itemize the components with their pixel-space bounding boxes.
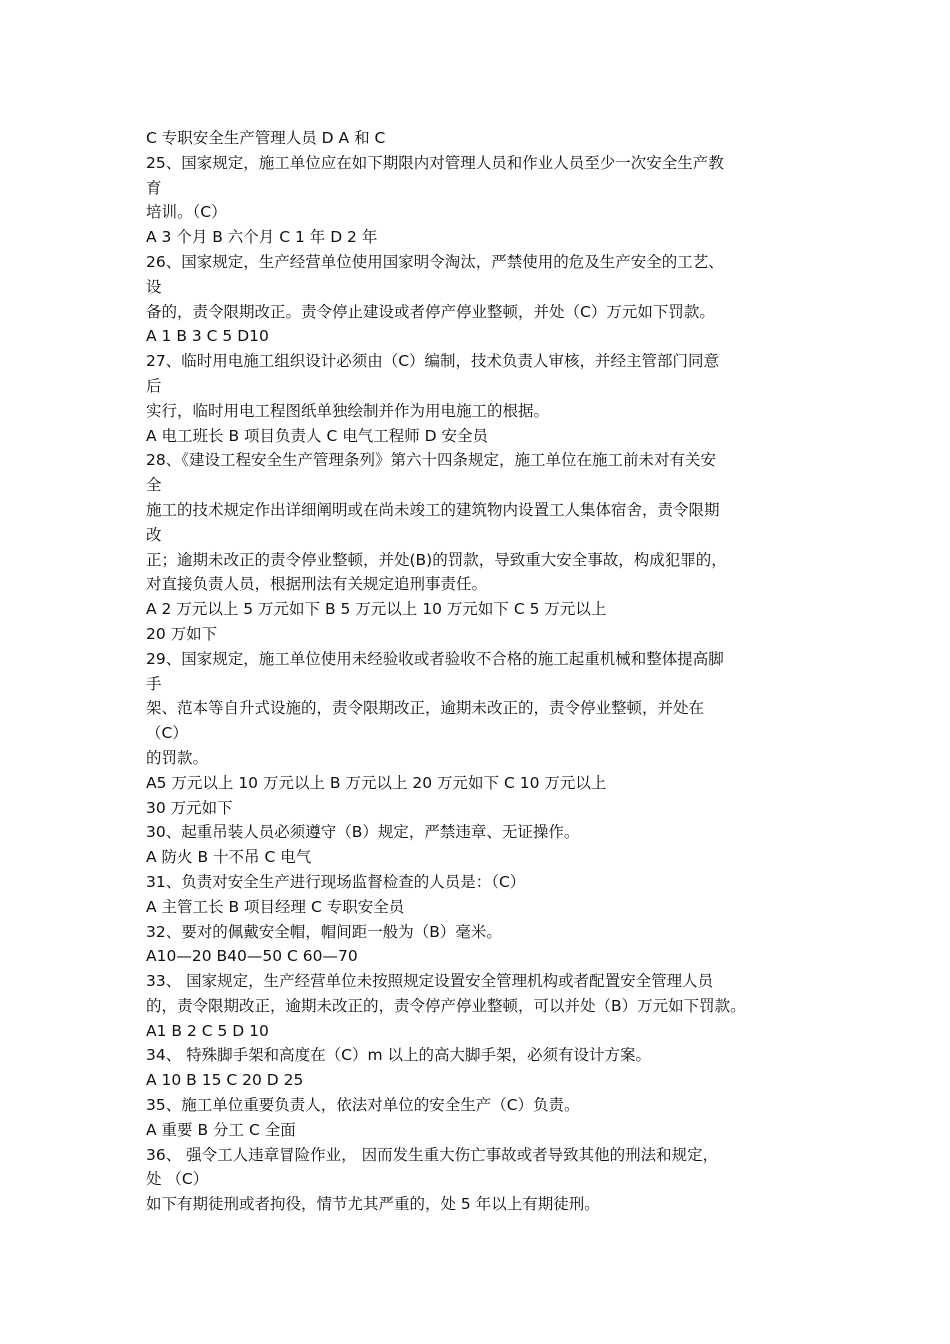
text-line: 全 — [146, 476, 162, 495]
text-line: （C） — [146, 724, 188, 743]
text-line: 培训。（C） — [146, 203, 227, 222]
text-line: 33、 国家规定，生产经营单位未按照规定设置安全管理机构或者配置安全管理人员 — [146, 972, 714, 991]
text-line: 如下有期徒刑或者拘役，情节尤其严重的，处 5 年以上有期徒刑。 — [146, 1195, 600, 1214]
text-line: 手 — [146, 674, 162, 693]
text-line: 26、国家规定，生产经营单位使用国家明令淘汰，严禁使用的危及生产安全的工艺、 — [146, 252, 724, 271]
text-line: A 10 B 15 C 20 D 25 — [146, 1071, 304, 1090]
text-line: C 专职安全生产管理人员 D A 和 C — [146, 129, 386, 147]
text-line: 28、《建设工程安全生产管理条列》第六十四条规定，施工单位在施工前未对有关安 — [146, 451, 716, 470]
text-line: 的罚款。 — [146, 748, 209, 767]
text-line: A 重要 B 分工 C 全面 — [146, 1120, 296, 1139]
text-line: 25、国家规定，施工单位应在如下期限内对管理人员和作业人员至少一次安全生产教 — [146, 153, 724, 172]
text-line: 29、国家规定，施工单位使用未经验收或者验收不合格的施工起重机械和整体提高脚 — [146, 649, 724, 668]
text-line: A 1 B 3 C 5 D10 — [146, 327, 269, 346]
text-line: A 2 万元以上 5 万元如下 B 5 万元以上 10 万元如下 C 5 万元以上 — [146, 600, 607, 619]
text-line: A1 B 2 C 5 D 10 — [146, 1021, 269, 1040]
text-line: 20 万如下 — [146, 624, 218, 643]
text-line: 35、施工单位重要负责人，依法对单位的安全生产（C）负责。 — [146, 1096, 580, 1115]
text-line: A10—20 B40—50 C 60—70 — [146, 947, 358, 966]
text-line: 36、 强令工人违章冒险作业， 因而发生重大伤亡事故或者导致其他的刑法和规定， — [146, 1145, 719, 1164]
text-line: 27、临时用电施工组织设计必须由（C）编制，技术负责人审核，并经主管部门同意 — [146, 352, 720, 371]
text-line: 30、起重吊装人员必须遵守（B）规定，严禁违章、无证操作。 — [146, 823, 580, 842]
text-line: 31、负责对安全生产进行现场监督检查的人员是：（C） — [146, 872, 526, 891]
text-line: 30 万元如下 — [146, 798, 233, 817]
text-line: 改 — [146, 525, 162, 544]
text-line: 32、要对的佩戴安全帽，帽间距一般为（B）毫米。 — [146, 922, 502, 941]
document-page — [146, 126, 836, 1217]
text-line: A 防火 B 十不吊 C 电气 — [146, 848, 312, 867]
text-line: A 电工班长 B 项目负责人 C 电气工程师 D 安全员 — [146, 426, 488, 445]
text-line: 处 （C） — [146, 1170, 209, 1189]
text-line: 后 — [146, 376, 162, 395]
text-line: 对直接负责人员，根据刑法有关规定追刑事责任。 — [146, 575, 488, 594]
text-line: 的，责令限期改正，逾期未改正的，责令停产停业整顿，可以并处（B）万元如下罚款。 — [146, 996, 746, 1015]
text-line: 实行，临时用电工程图纸单独绘制并作为用电施工的根据。 — [146, 401, 550, 420]
text-line: 设 — [146, 277, 162, 296]
text-line: 育 — [146, 178, 162, 197]
text-line: 备的，责令限期改正。责令停止建设或者停产停业整顿，并处（C）万元如下罚款。 — [146, 302, 715, 321]
text-line: 34、 特殊脚手架和高度在（C）m 以上的高大脚手架，必须有设计方案。 — [146, 1046, 652, 1065]
text-line: A 3 个月 B 六个月 C 1 年 D 2 年 — [146, 228, 378, 247]
text-line: A 主管工长 B 项目经理 C 专职安全员 — [146, 897, 405, 916]
text-line: 施工的技术规定作出详细阐明或在尚未竣工的建筑物内设置工人集体宿舍，责令限期 — [146, 500, 720, 519]
text-line: A5 万元以上 10 万元以上 B 万元以上 20 万元如下 C 10 万元以上 — [146, 773, 607, 792]
text-line: 架、范本等自升式设施的，责令限期改正，逾期未改正的，责令停业整顿，并处在 — [146, 699, 705, 718]
text-line: 正；逾期未改正的责令停业整顿，并处(B)的罚款，导致重大安全事故，构成犯罪的， — [146, 550, 727, 569]
